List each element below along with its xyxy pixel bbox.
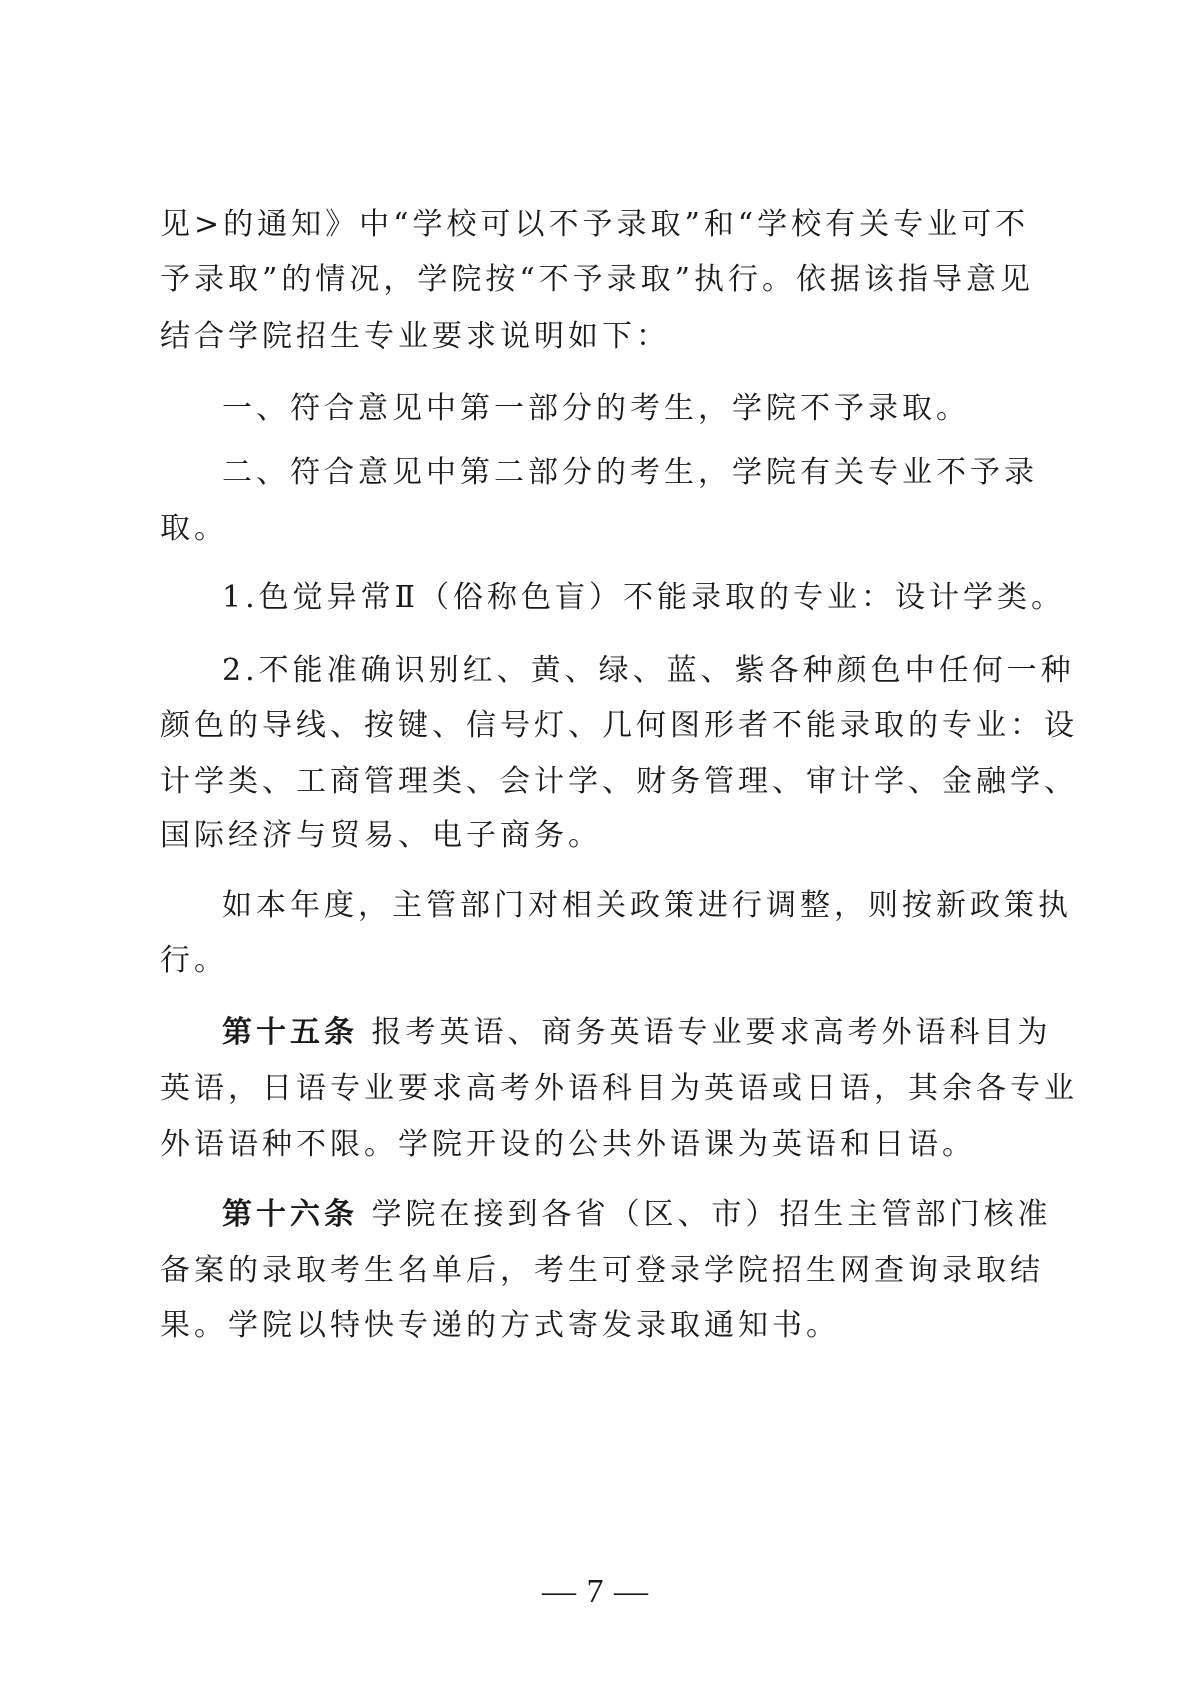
paragraph-line: 予录取”的情况，学院按“不予录取”执行。依据该指导意见 <box>160 262 1035 297</box>
article-16-heading: 第十六条 <box>222 1197 358 1232</box>
page-number: — 7 — <box>542 1573 649 1610</box>
article-15-heading: 第十五条 <box>222 1015 358 1050</box>
article-15-text: 报考英语、商务英语专业要求高考外语科目为 <box>371 1015 1052 1050</box>
paragraph-line: 见>的通知》中“学校可以不予录取”和“学校有关专业可不 <box>160 207 1030 242</box>
article-15-line <box>222 1013 1052 1053</box>
paragraph-line: 二、符合意见中第二部分的考生，学院有关专业不予录 <box>222 455 1038 490</box>
article-15-line: 外语语种不限。学院开设的公共外语课为英语和日语。 <box>160 1127 976 1162</box>
paragraph-line: 国际经济与贸易、电子商务。 <box>160 818 602 853</box>
paragraph-line: 1.色觉异常Ⅱ（俗称色盲）不能录取的专业：设计学类。 <box>222 580 1066 615</box>
paragraph-line: 一、符合意见中第一部分的考生，学院不予录取。 <box>222 391 970 426</box>
article-15-line: 英语，日语专业要求高考外语科目为英语或日语，其余各专业 <box>160 1071 1078 1106</box>
paragraph-line: 结合学院招生专业要求说明如下： <box>160 319 670 354</box>
paragraph-line: 取。 <box>160 511 228 546</box>
article-16-line: 果。学院以特快专递的方式寄发录取通知书。 <box>160 1308 840 1343</box>
paragraph-line: 颜色的导线、按键、信号灯、几何图形者不能录取的专业：设 <box>160 708 1078 743</box>
article-16-line <box>222 1195 1052 1235</box>
paragraph-line: 2.不能准确识别红、黄、绿、蓝、紫各种颜色中任何一种 <box>222 653 1075 688</box>
article-16-line: 备案的录取考生名单后，考生可登录学院招生网查询录取结 <box>160 1253 1044 1288</box>
paragraph-line: 行。 <box>160 943 228 978</box>
paragraph-line: 如本年度，主管部门对相关政策进行调整，则按新政策执 <box>222 888 1072 923</box>
article-16-text: 学院在接到各省（区、市）招生主管部门核准 <box>371 1197 1052 1232</box>
paragraph-line: 计学类、工商管理类、会计学、财务管理、审计学、金融学、 <box>160 764 1078 799</box>
